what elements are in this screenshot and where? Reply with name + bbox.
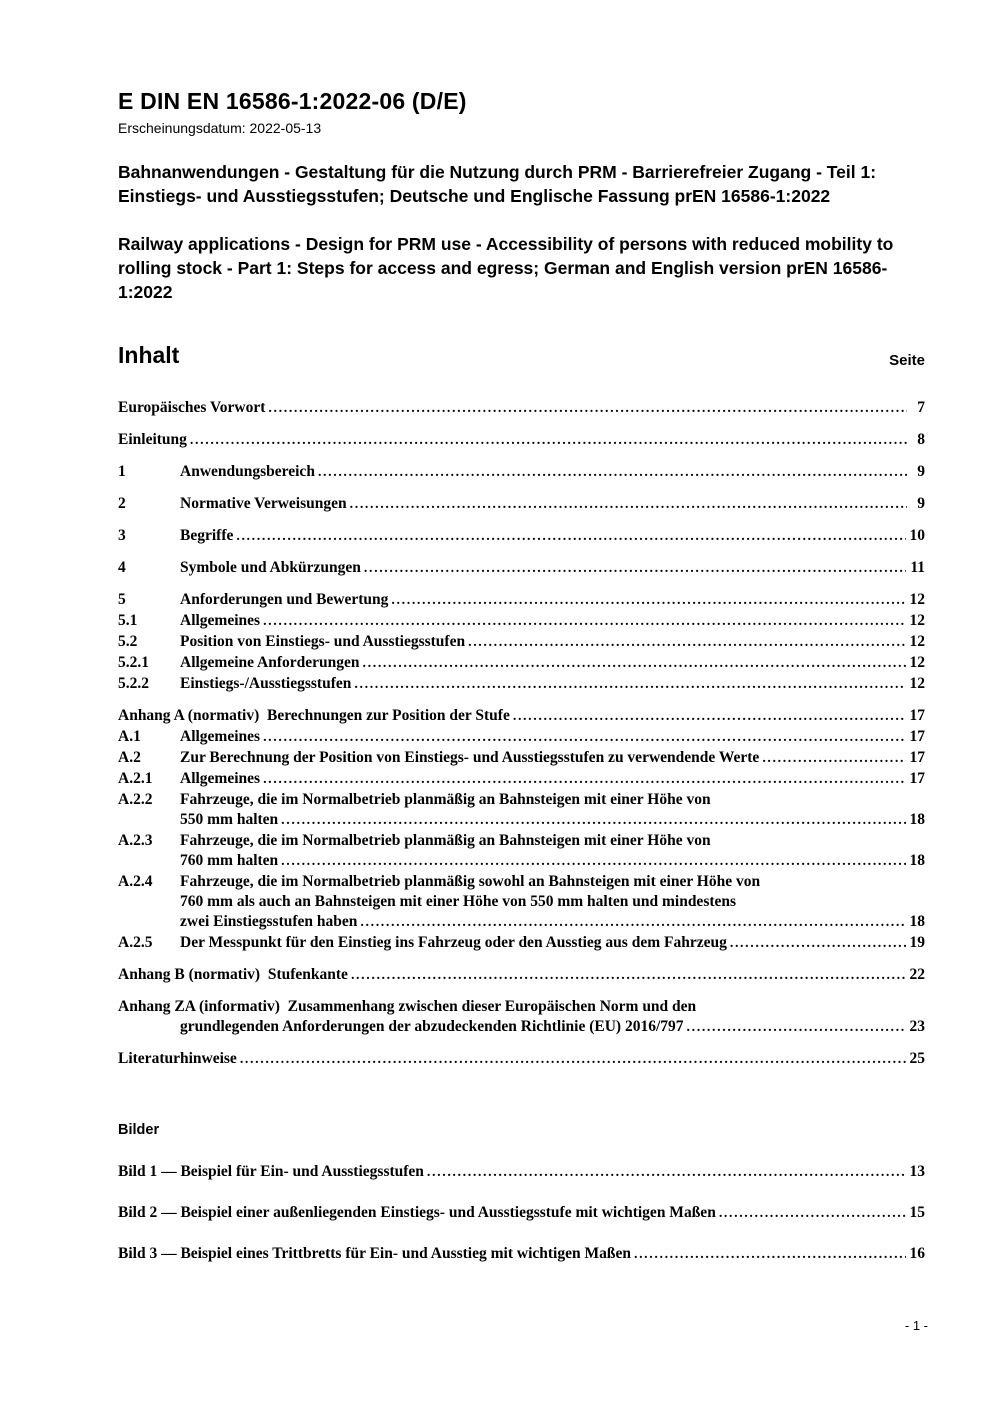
toc-entry-number: 5.1 — [118, 612, 138, 629]
toc-entry-page: 8 — [917, 431, 925, 448]
title-english: Railway applications - Design for PRM use - Accessibility of persons with reduced mobility to rolling stock - Part 1: Steps for access and egress; German and English version prEN 16586-1:2022 — [118, 234, 894, 302]
toc-entry-title: Anhang B (normativ) Stufenkante — [118, 966, 348, 983]
toc-entry — [118, 590, 925, 611]
toc-entry-page: 12 — [909, 675, 925, 692]
toc-entry-number: A.2.4 — [118, 873, 153, 890]
toc-entry-title: Anhang A (normativ) Berechnungen zur Position der Stufe — [118, 707, 510, 724]
toc-entry-title: Einstiegs-/Ausstiegsstufen — [180, 675, 352, 692]
toc-dot-leader — [236, 526, 905, 547]
toc-entry-number: A.2.2 — [118, 791, 153, 808]
toc-entry — [118, 653, 925, 674]
toc-dot-leader — [364, 558, 906, 579]
toc-line — [118, 462, 925, 483]
toc-entry-number: A.2.3 — [118, 832, 153, 849]
toc-dot-leader — [350, 494, 907, 515]
toc-entry-page: 10 — [909, 527, 925, 544]
toc-dot-leader — [354, 674, 905, 695]
toc-entry-page: 12 — [909, 654, 925, 671]
toc-entry-number: 4 — [118, 559, 126, 576]
toc-dot-leader — [263, 769, 905, 790]
toc-entry-title: zwei Einstiegsstufen haben — [180, 913, 358, 930]
toc-entry-number: 2 — [118, 495, 126, 512]
toc-entry-page: 17 — [909, 749, 925, 766]
toc-line — [118, 653, 925, 674]
toc-entry-page: 18 — [909, 852, 925, 869]
toc-entry — [118, 748, 925, 769]
toc-entry-number: 5.2.1 — [118, 654, 149, 671]
document-id: E DIN EN 16586-1:2022-06 (D/E) — [118, 88, 467, 114]
figure-entry-page: 13 — [909, 1163, 925, 1180]
toc-entry-title: 760 mm halten — [180, 852, 279, 869]
toc-entry — [118, 430, 925, 451]
toc-dot-leader — [190, 430, 907, 451]
toc-line — [118, 748, 925, 769]
toc-entry-page: 12 — [909, 591, 925, 608]
toc-dot-leader — [719, 1203, 906, 1224]
toc-entry — [118, 462, 925, 483]
toc-entry — [118, 632, 925, 653]
toc-line — [118, 494, 925, 515]
toc-entry-number: A.2 — [118, 749, 141, 766]
toc-dot-leader — [634, 1244, 906, 1265]
toc-entry — [118, 706, 925, 727]
toc-line — [118, 810, 925, 831]
toc-entry-page: 9 — [917, 495, 925, 512]
toc-entry-number: A.2.1 — [118, 770, 153, 787]
toc-dot-leader — [263, 611, 905, 632]
toc-entry — [118, 398, 925, 419]
toc-entry — [118, 872, 925, 933]
toc-entry — [118, 933, 925, 954]
toc-entry — [118, 769, 925, 790]
toc-dot-leader — [281, 851, 905, 872]
page-footer — [905, 1318, 928, 1333]
toc-entry-page: 17 — [909, 728, 925, 745]
toc-entry-title: Fahrzeuge, die im Normalbetrieb planmäßig an Bahnsteigen mit einer Höhe von — [180, 832, 711, 849]
toc-entry-number: A.1 — [118, 728, 141, 745]
toc-line — [118, 1049, 925, 1070]
publication-date: Erscheinungsdatum: 2022-05-13 — [118, 120, 322, 136]
figure-entry — [118, 1162, 925, 1183]
figure-entry-title: Bild 2 — Beispiel einer außenliegenden Einstiegs- und Ausstiegsstufe mit wichtigen Maßen — [118, 1204, 716, 1221]
toc-entry-title: Symbole und Abkürzungen — [180, 559, 361, 576]
toc-dot-leader — [318, 462, 907, 483]
figure-entry-title: Bild 1 — Beispiel für Ein- und Ausstiegsstufen — [118, 1163, 424, 1180]
page-number: - 1 - — [904, 1318, 928, 1333]
toc-dot-leader — [468, 632, 905, 653]
toc-entry-page: 22 — [909, 966, 925, 983]
toc-dot-leader — [427, 1162, 906, 1183]
toc-line — [118, 831, 925, 851]
toc-line — [118, 851, 925, 872]
toc-entry-title: Anwendungsbereich — [180, 463, 315, 480]
toc-entry-title: Zur Berechnung der Position von Einstiegs- und Ausstiegsstufen zu verwendende Werte — [180, 749, 760, 766]
toc-entry-title: Fahrzeuge, die im Normalbetrieb planmäßig an Bahnsteigen mit einer Höhe von — [180, 791, 711, 808]
toc-entry-title: Allgemeines — [180, 728, 261, 745]
figure-entry — [118, 1203, 925, 1224]
toc-entry — [118, 558, 925, 579]
toc-line — [118, 674, 925, 695]
toc-entry-number: 5 — [118, 591, 126, 608]
toc-dot-leader — [268, 398, 907, 419]
toc-line — [118, 430, 925, 451]
toc-entry-page: 17 — [909, 707, 925, 724]
toc-line — [118, 790, 925, 810]
toc-line — [118, 769, 925, 790]
toc-entry — [118, 727, 925, 748]
toc-entry-title: Europäisches Vorwort — [118, 399, 266, 416]
toc-dot-leader — [513, 706, 906, 727]
toc-entry — [118, 831, 925, 872]
toc-entry-number: 1 — [118, 463, 126, 480]
toc-dot-leader — [730, 933, 906, 954]
figures-list — [118, 1162, 925, 1265]
toc-dot-leader — [391, 590, 905, 611]
toc-line — [118, 632, 925, 653]
toc-dot-leader — [281, 810, 905, 831]
toc-line — [118, 526, 925, 547]
title-german: Bahnanwendungen - Gestaltung für die Nutzung durch PRM - Barrierefreier Zugang - Teil 1: Einstiegs- und Ausstiegsstufen; Deutsche und Englische Fassung prEN 16586-1:2022 — [118, 162, 877, 206]
figure-entry-page: 15 — [909, 1204, 925, 1221]
toc-entry — [118, 674, 925, 695]
toc-entry — [118, 965, 925, 986]
toc-line — [118, 398, 925, 419]
toc-entry-title: Einleitung — [118, 431, 187, 448]
toc-line — [118, 590, 925, 611]
toc-entry-title: Position von Einstiegs- und Ausstiegsstufen — [180, 633, 466, 650]
toc-entry-title: Literaturhinweise — [118, 1050, 237, 1067]
toc-entry-title: Normative Verweisungen — [180, 495, 347, 512]
toc-entry-title: Allgemeines — [180, 612, 261, 629]
toc-page-column-label: Seite — [889, 352, 925, 369]
toc-entry-page: 25 — [909, 1050, 925, 1067]
toc-dot-leader — [263, 727, 905, 748]
toc-line — [118, 892, 925, 912]
toc-dot-leader — [762, 748, 905, 769]
toc-entry-number: 5.2 — [118, 633, 138, 650]
toc-line — [118, 558, 925, 579]
toc-entry-number: 3 — [118, 527, 126, 544]
toc-entry — [118, 997, 925, 1038]
toc-line — [118, 965, 925, 986]
figure-entry — [118, 1244, 925, 1265]
toc-line — [118, 611, 925, 632]
toc-entry — [118, 611, 925, 632]
toc-line — [118, 872, 925, 892]
toc-line — [118, 933, 925, 954]
toc-entry-page: 19 — [909, 934, 925, 951]
toc-entry-title: grundlegenden Anforderungen der abzudeckenden Richtlinie (EU) 2016/797 — [180, 1018, 684, 1035]
toc-entry-title: Begriffe — [180, 527, 234, 544]
toc-entry — [118, 790, 925, 831]
toc-entry-page: 18 — [909, 811, 925, 828]
toc-entry-page: 12 — [909, 633, 925, 650]
toc-dot-leader — [351, 965, 906, 986]
toc-entry-title: Anforderungen und Bewertung — [180, 591, 389, 608]
toc-line — [118, 997, 925, 1017]
figure-entry-title: Bild 3 — Beispiel eines Trittbretts für Ein- und Ausstieg mit wichtigen Maßen — [118, 1245, 631, 1262]
toc-header-row — [118, 342, 925, 369]
toc-dot-leader — [360, 912, 905, 933]
toc-entry-page: 17 — [909, 770, 925, 787]
toc-line — [118, 706, 925, 727]
toc-entry-number: 5.2.2 — [118, 675, 149, 692]
toc-heading: Inhalt — [118, 342, 180, 368]
toc-entry — [118, 1049, 925, 1070]
toc-entry-number: A.2.5 — [118, 934, 153, 951]
table-of-contents — [118, 398, 925, 1070]
document-header — [118, 88, 925, 304]
toc-entry-title: Der Messpunkt für den Einstieg ins Fahrzeug oder den Ausstieg aus dem Fahrzeug — [180, 934, 727, 951]
toc-dot-leader — [363, 653, 906, 674]
toc-entry-title: 550 mm halten — [180, 811, 279, 828]
toc-entry-title: Allgemeines — [180, 770, 261, 787]
toc-entry-page: 11 — [910, 559, 925, 576]
toc-entry — [118, 526, 925, 547]
toc-entry-title: Allgemeine Anforderungen — [180, 654, 360, 671]
toc-entry — [118, 494, 925, 515]
toc-dot-leader — [687, 1017, 906, 1038]
toc-line — [118, 727, 925, 748]
figure-entry-page: 16 — [909, 1245, 925, 1262]
toc-entry-page: 18 — [909, 913, 925, 930]
toc-entry-title: 760 mm als auch an Bahnsteigen mit einer Höhe von 550 mm halten und mindestens — [180, 893, 737, 910]
toc-entry-page: 7 — [917, 399, 925, 416]
figures-heading: Bilder — [118, 1122, 160, 1138]
toc-entry-title: Anhang ZA (informativ) Zusammenhang zwischen dieser Europäischen Norm und den — [118, 998, 697, 1015]
toc-line — [118, 912, 925, 933]
toc-entry-page: 9 — [917, 463, 925, 480]
toc-entry-page: 23 — [909, 1018, 925, 1035]
toc-line — [118, 1017, 925, 1038]
toc-entry-title: Fahrzeuge, die im Normalbetrieb planmäßig sowohl an Bahnsteigen mit einer Höhe von — [180, 873, 761, 890]
toc-entry-page: 12 — [909, 612, 925, 629]
toc-dot-leader — [240, 1049, 906, 1070]
